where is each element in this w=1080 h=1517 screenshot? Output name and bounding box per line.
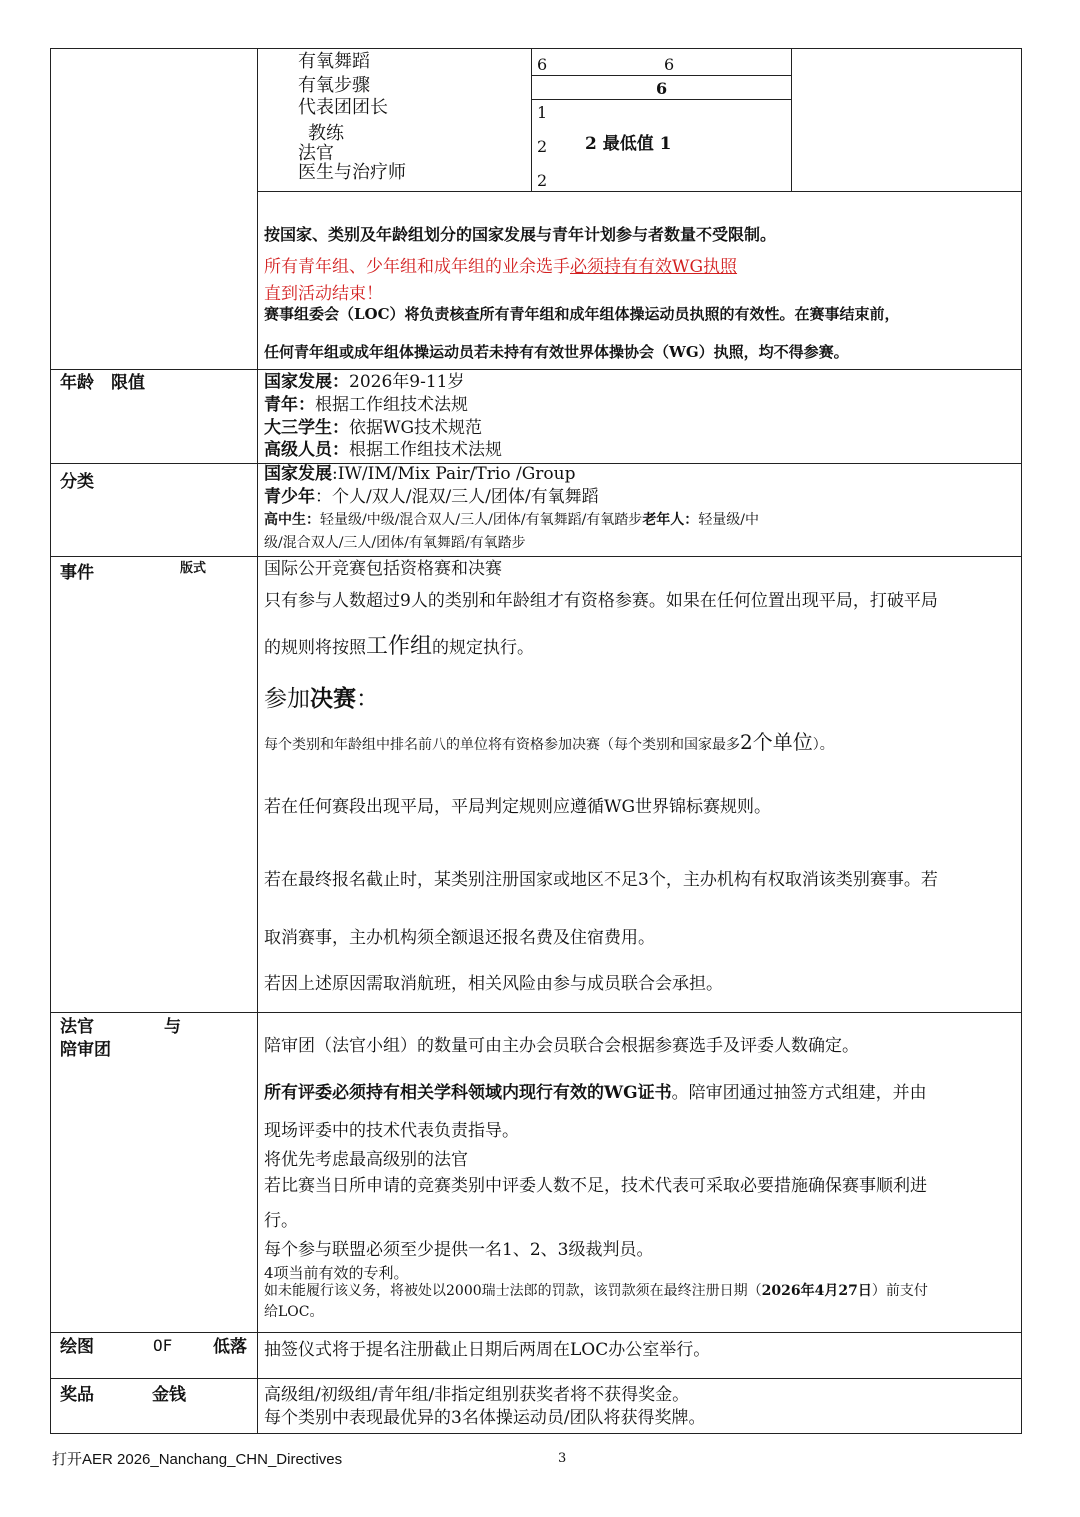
judges-line: 将优先考虑最高级别的法官 xyxy=(264,1150,468,1170)
age-rule-key: 国家发展： xyxy=(264,372,349,392)
intro-line: 按国家、类别及年龄组划分的国家发展与青年计划参与者数量不受限制。 xyxy=(264,225,777,244)
prize-line: 高级组/初级组/青年组/非指定组别获奖者将不获得奖金。 xyxy=(264,1385,690,1405)
license-warning xyxy=(264,258,737,278)
draw-label: 绘图 xyxy=(60,1337,94,1357)
category-key: 国家发展 xyxy=(264,464,332,484)
subtable-bottom xyxy=(257,191,1022,192)
quota-value: 2 xyxy=(537,137,548,156)
subtable-line xyxy=(531,99,791,100)
age-rule-value: 根据工作组技术法规 xyxy=(315,395,468,415)
row-divider xyxy=(50,1378,1022,1379)
judges-emphasis: 所有评委必须持有相关学科领域内现行有效的WG证书 xyxy=(264,1083,672,1103)
events-sublabel: 版式 xyxy=(180,561,207,576)
events-line: 若在最终报名截止时，某类别注册国家或地区不足3个，主办机构有权取消该类别赛事。若 xyxy=(264,870,938,890)
category-key: 青少年 xyxy=(264,487,315,507)
category-line: 级/混合双人/三人/团体/有氧舞蹈/有氧踏步 xyxy=(264,535,526,551)
subtable-line xyxy=(531,75,791,76)
quota-value: 6 xyxy=(656,79,668,98)
prize-label: 奖品 xyxy=(60,1385,94,1405)
events-line: 取消赛事，主办机构须全额退还报名费及住宿费用。 xyxy=(264,928,655,948)
finals-heading-text: 参加 xyxy=(264,686,310,712)
category-value: 轻量级/中 xyxy=(698,512,760,528)
judges-label: 陪审团 xyxy=(60,1040,111,1060)
events-text: 每个类别和年龄组中排名前八的单位将有资格参加决赛（每个类别和国家最多 xyxy=(264,737,740,753)
category-line xyxy=(264,465,575,485)
draw-label: 低落 xyxy=(213,1337,247,1357)
events-line xyxy=(264,634,534,659)
judges-line: 4项当前有效的专利。 xyxy=(264,1264,409,1282)
judges-label: 法官 xyxy=(60,1017,94,1037)
loc-note: 任何青年组或成年组体操运动员若未持有有效世界体操协会（WG）执照，均不得参赛。 xyxy=(264,343,849,361)
judges-label: 与 xyxy=(164,1017,181,1037)
subtable-divider-1 xyxy=(531,48,532,191)
events-line: 只有参与人数超过9人的类别和年龄组才有资格参赛。如果在任何位置出现平局，打破平局 xyxy=(264,591,938,611)
category-key: 老年人： xyxy=(642,512,699,528)
draw-text: 抽签仪式将于提名注册截止日期后两周在LOC办公室举行。 xyxy=(264,1340,711,1360)
license-warning-emphasis: 必须持有有效WG执照 xyxy=(570,257,738,277)
judges-line: 每个参与联盟必须至少提供一名1、2、3级裁判员。 xyxy=(264,1240,654,1260)
finals-heading-bold: 决赛 xyxy=(310,685,356,712)
age-rule xyxy=(264,419,482,439)
judges-line xyxy=(264,1283,928,1299)
events-emphasis: 工作组 xyxy=(366,634,433,659)
finals-heading xyxy=(264,686,379,712)
judges-line: 给LOC。 xyxy=(264,1304,324,1320)
license-warning-end: 直到活动结束！ xyxy=(264,284,383,304)
age-rule-value: 根据工作组技术法规 xyxy=(349,440,502,460)
column-divider xyxy=(257,48,258,1434)
role-label: 代表团团长 xyxy=(298,97,388,118)
judges-line: 行。 xyxy=(264,1211,298,1231)
draw-label: OF xyxy=(153,1336,173,1355)
category-line xyxy=(264,512,759,528)
events-emphasis: 2个单位 xyxy=(740,730,813,754)
category-value: :IW/IM/Mix Pair/Trio /Group xyxy=(332,464,576,484)
judges-text: 如未能履行该义务，将被处以2000瑞士法郎的罚款，该罚款须在最终注册日期（ xyxy=(264,1283,762,1299)
age-rule xyxy=(264,396,468,416)
role-label: 有氧步骤 xyxy=(298,75,370,96)
role-label: 法官 xyxy=(298,143,334,164)
page-number: 3 xyxy=(558,1451,567,1466)
judges-line: 陪审团（法官小组）的数量可由主办会员联合会根据参赛选手及评委人数确定。 xyxy=(264,1036,859,1056)
age-rule-value: 2026年9-11岁 xyxy=(349,372,465,392)
category-value: 轻量级/中级/混合双人/三人/团体/有氧舞蹈/有氧踏步 xyxy=(320,512,643,528)
quota-value: 6 xyxy=(664,55,675,74)
judges-emphasis: 2026年4月27日 xyxy=(761,1283,872,1299)
events-text: 的规则将按照 xyxy=(264,638,366,658)
judges-line xyxy=(264,1084,927,1104)
age-rule xyxy=(264,373,464,393)
events-text: ）。 xyxy=(812,737,834,753)
events-line: 若因上述原因需取消航班，相关风险由参与成员联合会承担。 xyxy=(264,974,723,994)
category-value: ：个人/双人/混双/三人/团体/有氧舞蹈 xyxy=(315,487,599,507)
quota-value: 2 最低值 1 xyxy=(585,134,672,154)
finals-heading-colon: ： xyxy=(356,686,379,712)
judges-line: 若比赛当日所申请的竞赛类别中评委人数不足，技术代表可采取必要措施确保赛事顺利进 xyxy=(264,1176,927,1196)
age-rule xyxy=(264,441,502,461)
age-label: 年龄 限值 xyxy=(60,373,145,393)
category-label: 分类 xyxy=(60,472,94,492)
footer-document-name: 打开AER 2026_Nanchang_CHN_Directives xyxy=(52,1451,343,1468)
judges-line: 现场评委中的技术代表负责指导。 xyxy=(264,1121,519,1141)
events-label: 事件 xyxy=(60,563,94,583)
events-line xyxy=(264,731,834,754)
age-rule-key: 大三学生： xyxy=(264,418,349,438)
quota-value: 6 xyxy=(537,55,548,74)
age-rule-key: 高级人员： xyxy=(264,440,349,460)
category-key: 高中生： xyxy=(264,512,320,528)
age-rule-key: 青年： xyxy=(264,395,315,415)
license-warning-text: 所有青年组、少年组和成年组的业余选手 xyxy=(264,257,570,277)
row-divider xyxy=(50,369,1022,370)
quota-value: 2 xyxy=(537,171,548,190)
row-divider xyxy=(50,1012,1022,1013)
events-line: 国际公开竞赛包括资格赛和决赛 xyxy=(264,559,502,579)
row-divider xyxy=(50,1332,1022,1333)
judges-text: 。陪审团通过抽签方式组建，并由 xyxy=(671,1083,927,1103)
role-label: 医生与治疗师 xyxy=(298,162,406,183)
age-rule-value: 依据WG技术规范 xyxy=(349,418,483,438)
events-line: 若在任何赛段出现平局，平局判定规则应遵循WG世界锦标赛规则。 xyxy=(264,797,772,817)
prize-label: 金钱 xyxy=(152,1385,186,1405)
role-label: 有氧舞蹈 xyxy=(298,51,370,72)
role-label: 教练 xyxy=(308,123,344,144)
quota-value: 1 xyxy=(537,103,548,122)
events-text: 的规定执行。 xyxy=(432,638,535,658)
category-line xyxy=(264,488,599,508)
judges-text: ）前支付 xyxy=(871,1283,928,1299)
loc-note: 赛事组委会（LOC）将负责核查所有青年组和成年组体操运动员执照的有效性。在赛事结束前， xyxy=(264,305,900,323)
row-divider xyxy=(50,556,1022,557)
subtable-divider-2 xyxy=(791,48,792,191)
prize-line: 每个类别中表现最优异的3名体操运动员/团队将获得奖牌。 xyxy=(264,1408,706,1428)
